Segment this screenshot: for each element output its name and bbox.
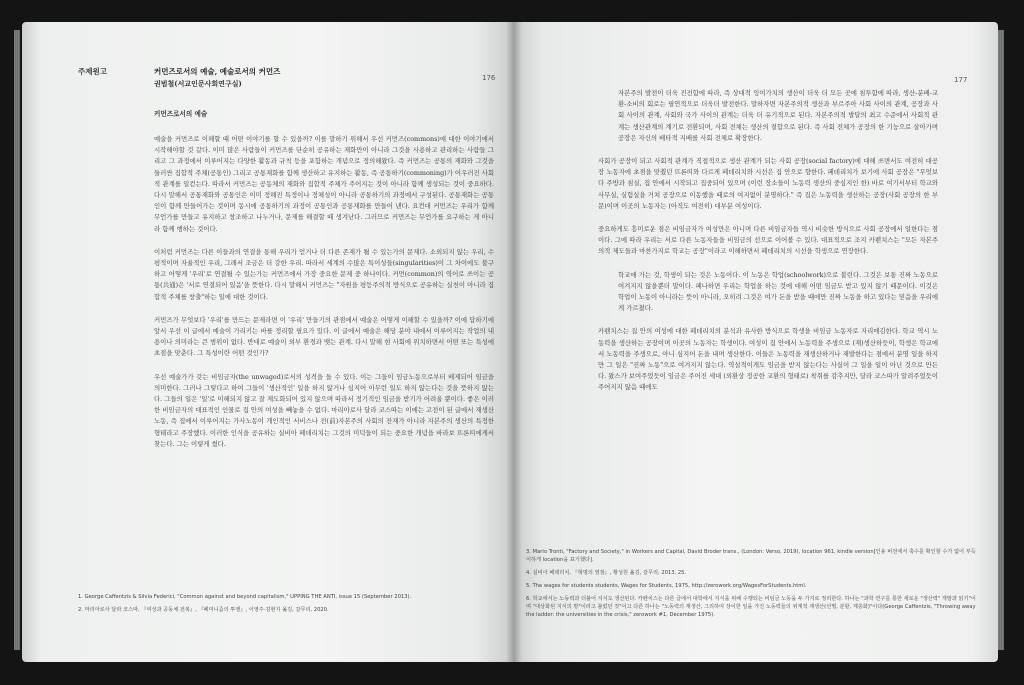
page-edge-stack-left: [14, 30, 20, 650]
paragraph: 커먼즈가 무엇보다 '우리'를 만드는 문제라면 이 '우리' 만들기의 관점에서 예술은 어떻게 이해할 수 있을까? 이에 답하기에 앞서 우선 이 글에서 예술이 가리키는 바를 정리할 필요가 있다. 이 글에서 예술은 해당 분야 내에서 이루어지는 작업의 내용이나 의미라는 큰 범위이 없다. 반대로 예술이 외부 환경과 맺는 관계. 다시 말해 현 사회에 위치하면서 어떤 또는 특성에 초점을 맞춘다. 그 특성이란 어떤 것인가?: [154, 315, 494, 358]
footnote: 3. Mario Tronti, "Factory and Society," in Workers and Capital, David Broder trans., (London: Verso, 2019), location 961, kindle version[인용 버전에서 축수를 확인할 수가 없어 부득이하게 location을 표기했다].: [526, 549, 976, 563]
left-page: [22, 22, 514, 662]
paragraph: 우선 예술가가 갖는 비임금자(the unwaged)로서의 성격을 들 수 있다. 이는 그들이 임금노동으로부터 배제되어 임금을 의미한다. 그러나 그렇다고 하여 그들이 '생산적인' 일을 하지 않거나 심지어 아무런 일도 하지 않는다는 것을 뜻하지 않는다. 그들의 일은 '일'로 이해되지 않고 잘 제도화되어 있지 않으며 따라서 정기적인 임금을 받기가 어려울 뿐이다. 좋은 이러한 비임금자의 대표적인 인물로 집 안의 여성을 빼놓을 수 없다. 마리아로사 달라 코스따는 이에는 고전이 된 글에서 재생산 노동, 즉 집에서 이루어지는 가사노동이 개인적인 서비스나 전(前)자본주의 사회의 잔재가 아니라 자본주의 생산의 특정한 형태라고 주장했다. 이러한 인식을 공유하는 실비아 페데리치는 그것의 미덕들이 되는 중요한 개념을 바라보 뜨론띠에게서 찾는다. 그는 이렇게 썼다.: [154, 372, 494, 448]
body-text-right: [598, 88, 938, 406]
footnote: 5. The wages for students students, Wages for Students, 1975, http://zerowork.org/WagesForStudents.html.: [526, 583, 807, 589]
section-label: 주제원고: [78, 67, 107, 76]
body-text-left: [154, 108, 494, 462]
section-subtitle: 커먼즈로서의 예술: [154, 110, 208, 118]
paragraph: 카펜치스는 집 안의 여성에 대한 페데리치의 분석과 유사한 방식으로 학생을 비임금 노동자로 자리매김한다. 학교 역시 노동력을 생산하는 공장이며 이곳의 노동자는 학생이다. 여성이 집 안에서 노동력을 주생으로 (재)생산하듯이, 학생은 학교에서 노동력을 주생으로, 아니 심지어 돈을 내며 생산한다. 이들은 노동력을 재생산하거나 재발한다는 점에서 분명 일을 하지만 그 일은 "진짜 노동"으로 여겨지지 않는다. 역설적이게도 임금을 받지 않는다는 사실이 그 일을 일이 아닌 것으로 만든다. 왔스가 보여주었듯이 임금은 주어진 세대 (외환상 정공한 교환의 형태로) 착취를 감추지만, 달라 코스따가 알려주었듯이 주어지지 않음 때에도: [598, 327, 938, 392]
block-quote: 자본주의 발전이 더욱 진전함에 따라, 즉 상대적 잉여가치의 생산이 더욱 더 모든 곳에 침투함에 따라, 생산-분배-교환-소비의 회로는 필연적으로 더욱더 발전한다. 말하자면 자본주의적 생산과 부르주아 사회 사이의 관계, 공장과 사회 사이의 관계, 사회와 국가 사이의 관계는 더욱 더 유기적으로 된다. 자본주의적 발달의 최고 수준에서 사회적 관계는 생산관계의 계기로 전환되며, 사회 전체는 생산의 절합으로 된다. 즉 사회 전체가 공장의 한 기능으로 살아가며 공장은 자신의 배타적 지배를 사회 전체로 확장한다.: [618, 89, 938, 142]
paragraph: 예술을 커먼즈로 이해할 때 어떤 이야기를 할 수 있을까? 이를 말하기 위해서 우선 커먼즈(commons)에 대한 이야기에서 시작해야할 것 같다. 이미 많은 사람들이 커먼즈를 단순히 공유하는 재화만이 아니라 그것을 사용하고 관리하는 사람들 그리고 그 과정에서 이루어지는 다양한 활동과 규칙 등을 포함하는 개념으로 정의해왔다. 즉 커먼즈는 공통의 재화와 그것을 둘러싼 집합적 주체(공통인) 그리고 공통재화를 함께 생산하고 유지하는 활동, 즉 공통하기(commoning)가 어우러진 사회적 관계를 일컫는다. 따라서 커먼즈는 공동체의 재화와 집합적 주체가 주어지는 것이 아니라 함께 생성되는 것이 중요하다. 다시 말해서 공통재화와 공통인은 이미 정해진 특정이나 정체성이 아니라 공통하기의 과정에서 구성된다. 공통재화는 공통인이 함께 만들어가는 것이며 동시에 공통하기의 과정이 공통인과 공통재화를 만들어 낸다. 요컨대 커먼즈는 우리가 함께 무언가를 만들고 유지하고 창조하고 나누거나, 문제를 해결할 때 생겨난다. 그러므로 커먼즈는 무언가를 요구하는 게 아니라 함께 행하는 것이다.: [154, 135, 494, 233]
footnotes-left: [78, 593, 458, 619]
footnote: 6. 학교에서는 노동력과 더불어 지식도 생산된다. 카펜치스는 다른 글에서 대학에서 지식을 위해 수행되는 비임금 노동을 두 가지로 정리한다. 하나는 "과학 연구를 통한 새로운 "생산력" 개발과 읽기"이며 "대상화된 지식의 방"이라고 불렀던 것"이고 다른 하나는 "노동력의 재생산, 그리하여 상이한 일을 가진 노동력들의 위계적 재생산(선별, 분할, 계층화)"이다(George Caffentzis, "Throwing away the ladder: the universities in the crisis," zerowork #1, December 1975).: [526, 596, 976, 618]
footnote: 1. George Caffentzis & Silvia Federici, "Common against and beyond capitalism," UPPING THE ANTI, issue 15 (September 2013).: [78, 594, 412, 600]
paragraph: 중요하게도 흥미로운 점은 비임금자가 여성만은 아니며 다른 비임금자들 역시 비슷한 방식으로 사회 공장에서 일한다는 점이다. 그에 따라 우리는 서로 다른 노동자들을 비임금의 선으로 이어볼 수 있다. 대표적으로 조지 카펜치스는 "모든 자본주의적 제도들과 마찬가지로 학교는 공장"이라고 이해하면서 페데리치의 시선을 학생으로 연장한다.: [598, 225, 938, 256]
paragraph: 사회가 공장이 되고 사회적 관계가 직접적으로 생산 관계가 되는 사회 공장(social factory)에 대해 쓰면서도 여전히 대공장 노동자에 초점을 맞췄던 뜨론띠와 다르게 페데리치와 시선은 집 안으로 향한다. 페데리치가 보기에 사회 공장은 "무엇보다 주방과 침실, 집 안에서 시작되고 집중되어 있으며 (이런 장소들이 노동력 생산의 중심지인 한) 바로 여기서부터 학교와 사무실, 실험실을 거쳐 공장으로 이동했을 때로의 여지없이 분명하다." 즉 집은 노동력을 생산하는 공장(사회 공장의 한 부문)이며 이곳의 노동자는 (아직도 여전히) 대부분 여성이다.: [598, 157, 938, 210]
title-block: [154, 66, 484, 89]
page-edge-stack-right: [998, 30, 1004, 650]
page-number-right: 177: [954, 76, 968, 84]
block-quote: 학교에 가는 것, 학생이 되는 것은 노동이다. 이 노동은 학업(schoolwork)으로 불린다. 그것은 보통 진짜 노동으로 여겨지지 않을뿐더 말이다. 페나하면 우리는 학업을 하는 것에 대해 어떤 임금도 받고 있지 않기 때문이다. 이것은 학업이 노동이 아니라는 뜻이 아니라, 오히려 그것은 여가 돈을 받을 때에만 진짜 노동을 하고 있다는 믿음을 우리에게 가르쳤다.: [618, 270, 938, 313]
book-gutter: [506, 22, 522, 662]
page-number-left: 176: [482, 74, 496, 82]
footnotes-right: [526, 548, 976, 624]
article-author: 권범철(서교인문사회연구실): [154, 79, 242, 88]
article-title: 커먼즈로서의 예술, 예술로서의 커먼즈: [154, 67, 281, 76]
paragraph: 이처럼 커먼즈는 다른 이들과의 연결을 통해 우리가 얻거나 더 다른 존재가 될 수 있는가의 문제다. 소외되지 않는 우리, 수평적이며 자율적인 우리, 그래서 조금은 더 강한 우리. 따라서 세계의 수많은 특이성들(singularities)이 그 차이에도 불구하고 어떻게 '우리'로 연결될 수 있는가는 커먼즈에서 가장 중요한 문제 중 하나이다. 커먼(common)의 역어로 쓰이는 공통(共通)은 '서로 연결되어 있음'을 뜻한다. 다시 말해서 커먼즈는 "자원을 평등주의적 방식으로 공유하는 실천이 아니라 집합적 주체를 창출"하는 일에 대한 것이다.: [154, 247, 494, 301]
footnote: 4. 실비아 페데리치, 『혁명의 영점』, 황성원 옮김, 갈무리, 2013, 25.: [526, 570, 687, 576]
right-page: [514, 22, 998, 662]
footnote: 2. 마리아로사 달라 코스따, 『여성과 공동체 전복』, 『페미니즘의 투쟁』, 이영주·김현지 옮김, 갈무리, 2020.: [78, 607, 329, 613]
